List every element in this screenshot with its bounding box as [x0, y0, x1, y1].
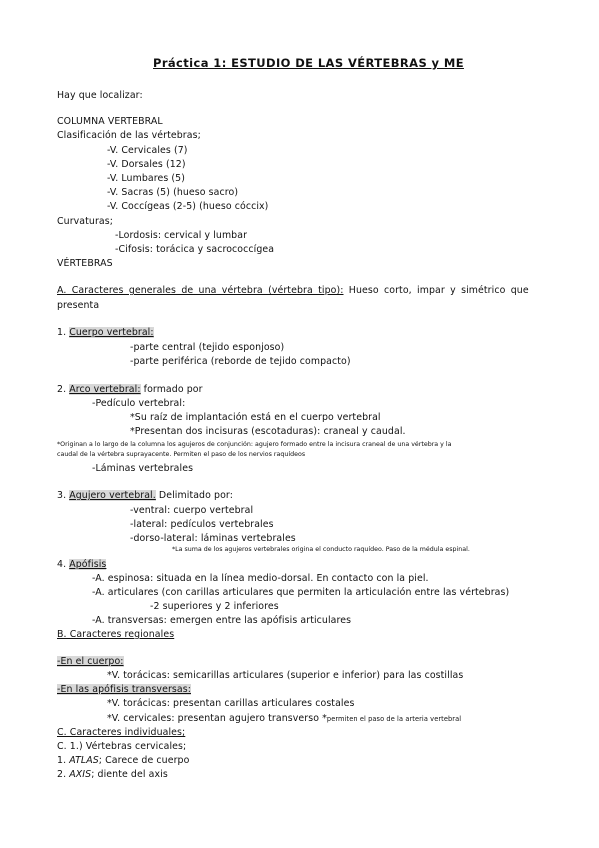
- section-b-transversas-label: -En las apófisis transversas:: [57, 684, 191, 695]
- apofisis-espinosa: -A. espinosa: situada en la línea medio-dorsal. En contacto con la piel.: [92, 573, 429, 584]
- section-b-transversas-item2: [107, 713, 461, 725]
- agujero-rest: Delimitado por:: [155, 490, 233, 501]
- section-b-transversas-item2-note: permiten el paso de la arteria vertebral: [326, 715, 462, 723]
- agujero-note: *La suma de los agujeros vertebrales origina el conducto raquídeo. Paso de la médula espinal.: [172, 546, 470, 553]
- arco-heading: [57, 384, 203, 396]
- apofisis-articulares: -A. articulares (con carillas articulares que permiten la articulación entre las vértebras): [92, 587, 510, 598]
- axis-rest: ; diente del axis: [91, 769, 168, 780]
- arco-note-line1: *Originan a lo largo de la columna los agujeros de conjunción: agujero formado entre la incisura craneal de una vértebra y la: [57, 441, 452, 448]
- pediculo-item-incisuras: *Presentan dos incisuras (escotaduras): craneal y caudal.: [130, 426, 406, 437]
- agujero-item-lateral: -lateral: pedículos vertebrales: [130, 519, 274, 530]
- tipo-cervicales: -V. Cervicales (7): [107, 145, 188, 156]
- curvaturas-text: Curvaturas;: [57, 216, 113, 227]
- apofisis-num: 4.: [57, 559, 70, 570]
- section-b-cuerpo-item: *V. torácicas: semicarillas articulares (superior e inferior) para las costillas: [107, 670, 464, 681]
- section-b-transversas-item1: *V. torácicas: presentan carillas articulares costales: [107, 698, 355, 709]
- tipo-coccigeas: -V. Coccígeas (2-5) (hueso cóccix): [107, 201, 269, 212]
- axis-line: [57, 769, 168, 781]
- apofisis-articulares-detail: -2 superiores y 2 inferiores: [150, 601, 279, 612]
- section-c-heading: C. Caracteres individuales;: [57, 727, 186, 738]
- section-b-cuerpo: [57, 656, 124, 668]
- cifosis-text: -Cifosis: torácica y sacrococcígea: [115, 244, 275, 255]
- atlas-name: ATLAS: [69, 755, 99, 766]
- tipo-sacras: -V. Sacras (5) (hueso sacro): [107, 187, 239, 198]
- cuerpo-item-periferica: -parte periférica (reborde de tejido compacto): [130, 356, 351, 367]
- columna-heading: COLUMNA VERTEBRAL: [57, 116, 163, 127]
- agujero-label: Agujero vertebral.: [69, 490, 156, 501]
- arco-num: 2.: [57, 384, 70, 395]
- atlas-num: 1.: [57, 755, 70, 766]
- arco-rest: formado por: [140, 384, 203, 395]
- cuerpo-heading: [57, 327, 154, 339]
- apofisis-transversas: -A. transversas: emergen entre las apófisis articulares: [92, 615, 352, 626]
- atlas-line: [57, 755, 189, 767]
- lordosis-text: -Lordosis: cervical y lumbar: [115, 230, 248, 241]
- agujero-item-dorsolateral: -dorso-lateral: láminas vertebrales: [130, 533, 296, 544]
- section-b-cuerpo-label: -En el cuerpo:: [57, 656, 124, 667]
- section-a-heading: A. Caracteres generales de una vértebra (vértebra tipo):: [57, 285, 344, 296]
- section-c-sub: C. 1.) Vértebras cervicales;: [57, 741, 187, 752]
- section-b-transversas-item2-main: *V. cervicales: presentan agujero transverso *: [107, 713, 327, 724]
- vertebras-heading: VÉRTEBRAS: [57, 258, 113, 269]
- tipo-dorsales: -V. Dorsales (12): [107, 159, 186, 170]
- arco-note-line2: caudal de la vértebra suprayacente. Permiten el paso de los nervios raquídeos: [57, 451, 306, 458]
- section-b-transversas: [57, 684, 191, 696]
- page-title: Práctica 1: ESTUDIO DE LAS VÉRTEBRAS y ME: [153, 56, 464, 70]
- agujero-item-ventral: -ventral: cuerpo vertebral: [130, 505, 254, 516]
- apofisis-heading: [57, 559, 106, 571]
- cuerpo-item-central: -parte central (tejido esponjoso): [130, 342, 285, 353]
- section-a-desc: Hueso corto, impar y simétrico que: [343, 285, 529, 296]
- pediculo-item-raiz: *Su raíz de implantación está en el cuerpo vertebral: [130, 412, 381, 423]
- arco-label: Arco vertebral:: [69, 384, 141, 395]
- section-a-line1: [57, 285, 542, 297]
- laminas-text: -Láminas vertebrales: [92, 463, 194, 474]
- apofisis-label: Apófisis: [69, 559, 107, 570]
- axis-num: 2.: [57, 769, 70, 780]
- agujero-num: 3.: [57, 490, 70, 501]
- cuerpo-num: 1.: [57, 327, 70, 338]
- agujero-heading: [57, 490, 233, 502]
- clasificacion-text: Clasificación de las vértebras;: [57, 130, 201, 141]
- axis-name: AXIS: [69, 769, 92, 780]
- cuerpo-label: Cuerpo vertebral:: [69, 327, 154, 338]
- intro-text: Hay que localizar:: [57, 90, 143, 101]
- atlas-rest: ; Carece de cuerpo: [98, 755, 190, 766]
- tipo-lumbares: -V. Lumbares (5): [107, 173, 185, 184]
- pediculo-text: -Pedículo vertebral:: [92, 398, 186, 409]
- section-a-line2: presenta: [57, 300, 100, 311]
- section-b-heading: B. Caracteres regionales: [57, 629, 175, 640]
